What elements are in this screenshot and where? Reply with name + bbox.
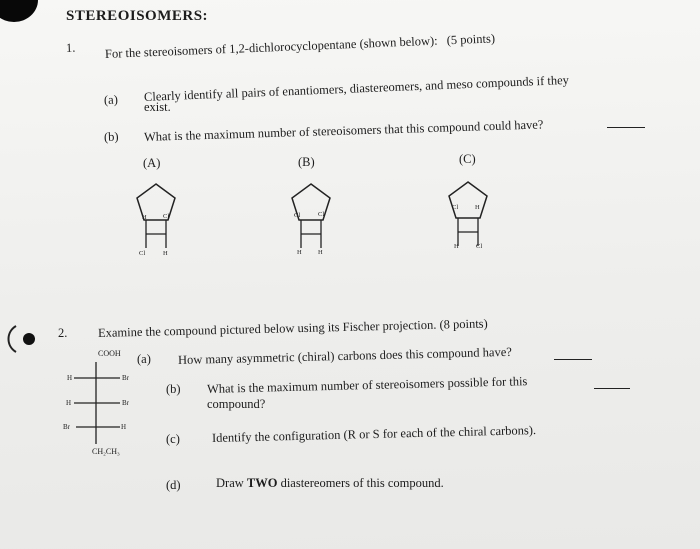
page-title: STEREOISOMERS: bbox=[66, 8, 209, 24]
structure-b-top-right: Cl bbox=[318, 211, 325, 218]
structure-b-drawing bbox=[285, 180, 345, 260]
structure-b-label: (B) bbox=[298, 155, 315, 169]
fischer-top-group: COOH bbox=[98, 349, 121, 358]
q2b-text: What is the maximum number of stereoisomers possible for this bbox=[206, 374, 528, 396]
q1b-label: (b) bbox=[103, 129, 119, 144]
fischer-bottom-group: CH₂CH₃ bbox=[92, 447, 120, 456]
q1b-text: What is the maximum number of stereoisomers that this compound could have? bbox=[143, 117, 544, 144]
q1b-answer-line[interactable] bbox=[607, 127, 645, 128]
q1a-text: Clearly identify all pairs of enantiomers, diastereomers, and meso compounds if they bbox=[143, 72, 570, 104]
q1a-text-cont: exist. bbox=[144, 100, 171, 114]
structure-a-drawing bbox=[130, 180, 190, 260]
structure-c-drawing bbox=[442, 178, 502, 258]
fischer-row3-right: H bbox=[121, 423, 127, 431]
q2b-answer-line[interactable] bbox=[594, 388, 630, 389]
q1-prompt bbox=[105, 31, 496, 62]
structure-b-top-left: Cl bbox=[294, 212, 301, 219]
structure-a-top-right: Cl bbox=[163, 213, 170, 220]
structure-b-bottom-right: H bbox=[318, 249, 323, 256]
q1-points: (5 points) bbox=[446, 31, 496, 48]
q1a-label: (a) bbox=[103, 92, 119, 107]
fischer-row2-right: Br bbox=[122, 399, 129, 407]
q2a-text: How many asymmetric (chiral) carbons does this compound have? bbox=[177, 344, 512, 367]
structure-c-bottom-right: Cl bbox=[476, 243, 483, 250]
structure-a-bottom-right: H bbox=[163, 250, 168, 257]
q2b-label: (b) bbox=[166, 382, 181, 396]
q2d-label: (d) bbox=[166, 478, 181, 492]
fischer-row1-left: H bbox=[67, 374, 73, 382]
corner-ink-blot bbox=[0, 0, 38, 22]
structure-a-top-left: H bbox=[142, 214, 147, 221]
q2d-lead: Draw bbox=[216, 476, 244, 490]
structure-a-bottom-left: Cl bbox=[139, 250, 146, 257]
structure-c-label: (C) bbox=[459, 152, 476, 166]
fischer-row2-left: H bbox=[66, 399, 72, 407]
structure-c-top-left: Cl bbox=[452, 204, 459, 211]
q2d-emphasis: TWO bbox=[246, 476, 278, 490]
structure-a-label: (A) bbox=[143, 156, 161, 170]
structure-c-bottom-left: H bbox=[454, 243, 459, 250]
q2-prompt: Examine the compound pictured below using its Fischer projection. (8 points) bbox=[97, 316, 488, 340]
q2d-rest: diastereomers of this compound. bbox=[280, 476, 444, 490]
q2d-text bbox=[216, 476, 444, 491]
structure-b-bottom-left: H bbox=[297, 249, 302, 256]
fischer-row3-left: Br bbox=[63, 423, 70, 431]
q2-number: 2. bbox=[58, 326, 68, 340]
q2a-label: (a) bbox=[137, 352, 151, 366]
q1-prompt-text: For the stereoisomers of 1,2-dichlorocyclopentane (shown below): bbox=[104, 33, 438, 61]
q2a-answer-line[interactable] bbox=[554, 359, 592, 360]
q2c-text: Identify the configuration (R or S for each of the chiral carbons). bbox=[211, 423, 537, 445]
q1-number: 1. bbox=[65, 40, 76, 55]
fischer-row1-right: Br bbox=[122, 374, 129, 382]
paren-mark-icon bbox=[2, 320, 40, 360]
structure-c-top-right: H bbox=[475, 204, 480, 211]
q2c-label: (c) bbox=[166, 432, 180, 446]
q2b-text-cont: compound? bbox=[207, 397, 266, 411]
